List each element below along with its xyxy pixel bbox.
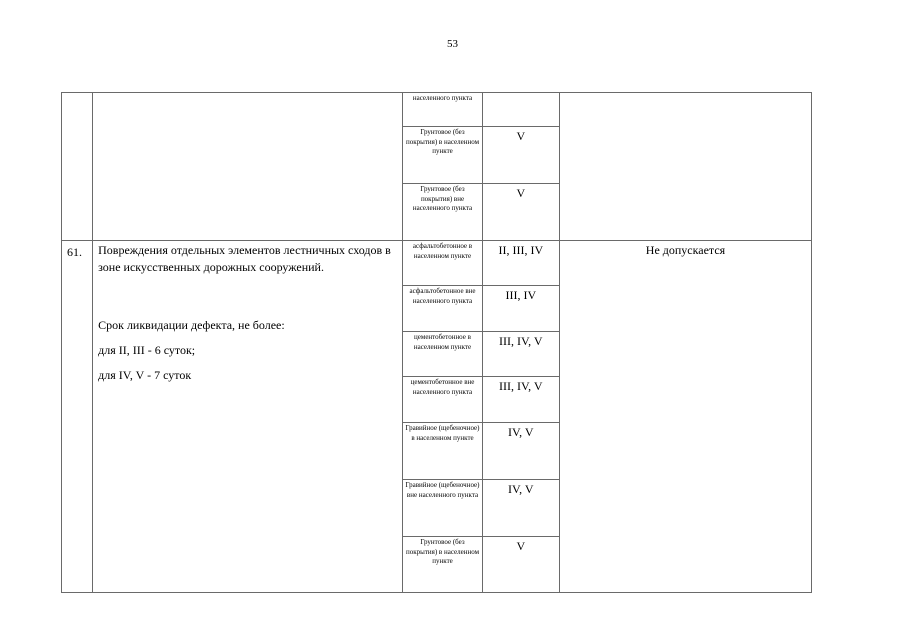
defect-description bbox=[93, 241, 403, 593]
number-cell bbox=[62, 93, 93, 241]
table-row bbox=[62, 93, 812, 127]
category-cell: V bbox=[482, 184, 559, 241]
category-cell: III, IV, V bbox=[482, 332, 559, 377]
category-cell: V bbox=[482, 127, 559, 184]
surface-type-cell: Грунтовое (без покрытия) вне населенного пункта bbox=[403, 184, 482, 241]
item-number: 61. bbox=[62, 241, 93, 593]
category-cell bbox=[482, 93, 559, 127]
requirement-cell bbox=[559, 93, 811, 241]
category-cell: III, IV bbox=[482, 286, 559, 332]
description-cell bbox=[93, 93, 403, 241]
category-cell: IV, V bbox=[482, 423, 559, 480]
category-cell: IV, V bbox=[482, 480, 559, 537]
category-cell: V bbox=[482, 537, 559, 593]
deadline-line: для IV, V - 7 суток bbox=[98, 368, 192, 382]
category-cell: II, III, IV bbox=[482, 241, 559, 286]
defect-title: Повреждения отдельных элементов лестничных сходов в зоне искусственных дорожных сооружений. bbox=[98, 243, 391, 274]
surface-type-cell: цементобетонное вне населенного пункта bbox=[403, 377, 482, 423]
surface-type-cell: асфальтобетонное в населенном пункте bbox=[403, 241, 482, 286]
category-cell: III, IV, V bbox=[482, 377, 559, 423]
surface-type-cell: Грунтовое (без покрытия) в населенном пункте bbox=[403, 537, 482, 593]
surface-type-cell: населенного пункта bbox=[403, 93, 482, 127]
requirement-cell: Не допускается bbox=[559, 241, 811, 593]
page-number: 53 bbox=[447, 38, 458, 50]
deadline-heading: Срок ликвидации дефекта, не более: bbox=[98, 318, 285, 332]
deadline-line: для II, III - 6 суток; bbox=[98, 343, 196, 357]
surface-type-cell: асфальтобетонное вне населенного пункта bbox=[403, 286, 482, 332]
defects-table bbox=[61, 92, 812, 593]
table-row bbox=[62, 241, 812, 286]
surface-type-cell: Гравийное (щебеночное) вне населенного пункта bbox=[403, 480, 482, 537]
surface-type-cell: Гравийное (щебеночное) в населенном пункте bbox=[403, 423, 482, 480]
surface-type-cell: цементобетонное в населенном пункте bbox=[403, 332, 482, 377]
surface-type-cell: Грунтовое (без покрытия) в населенном пункте bbox=[403, 127, 482, 184]
